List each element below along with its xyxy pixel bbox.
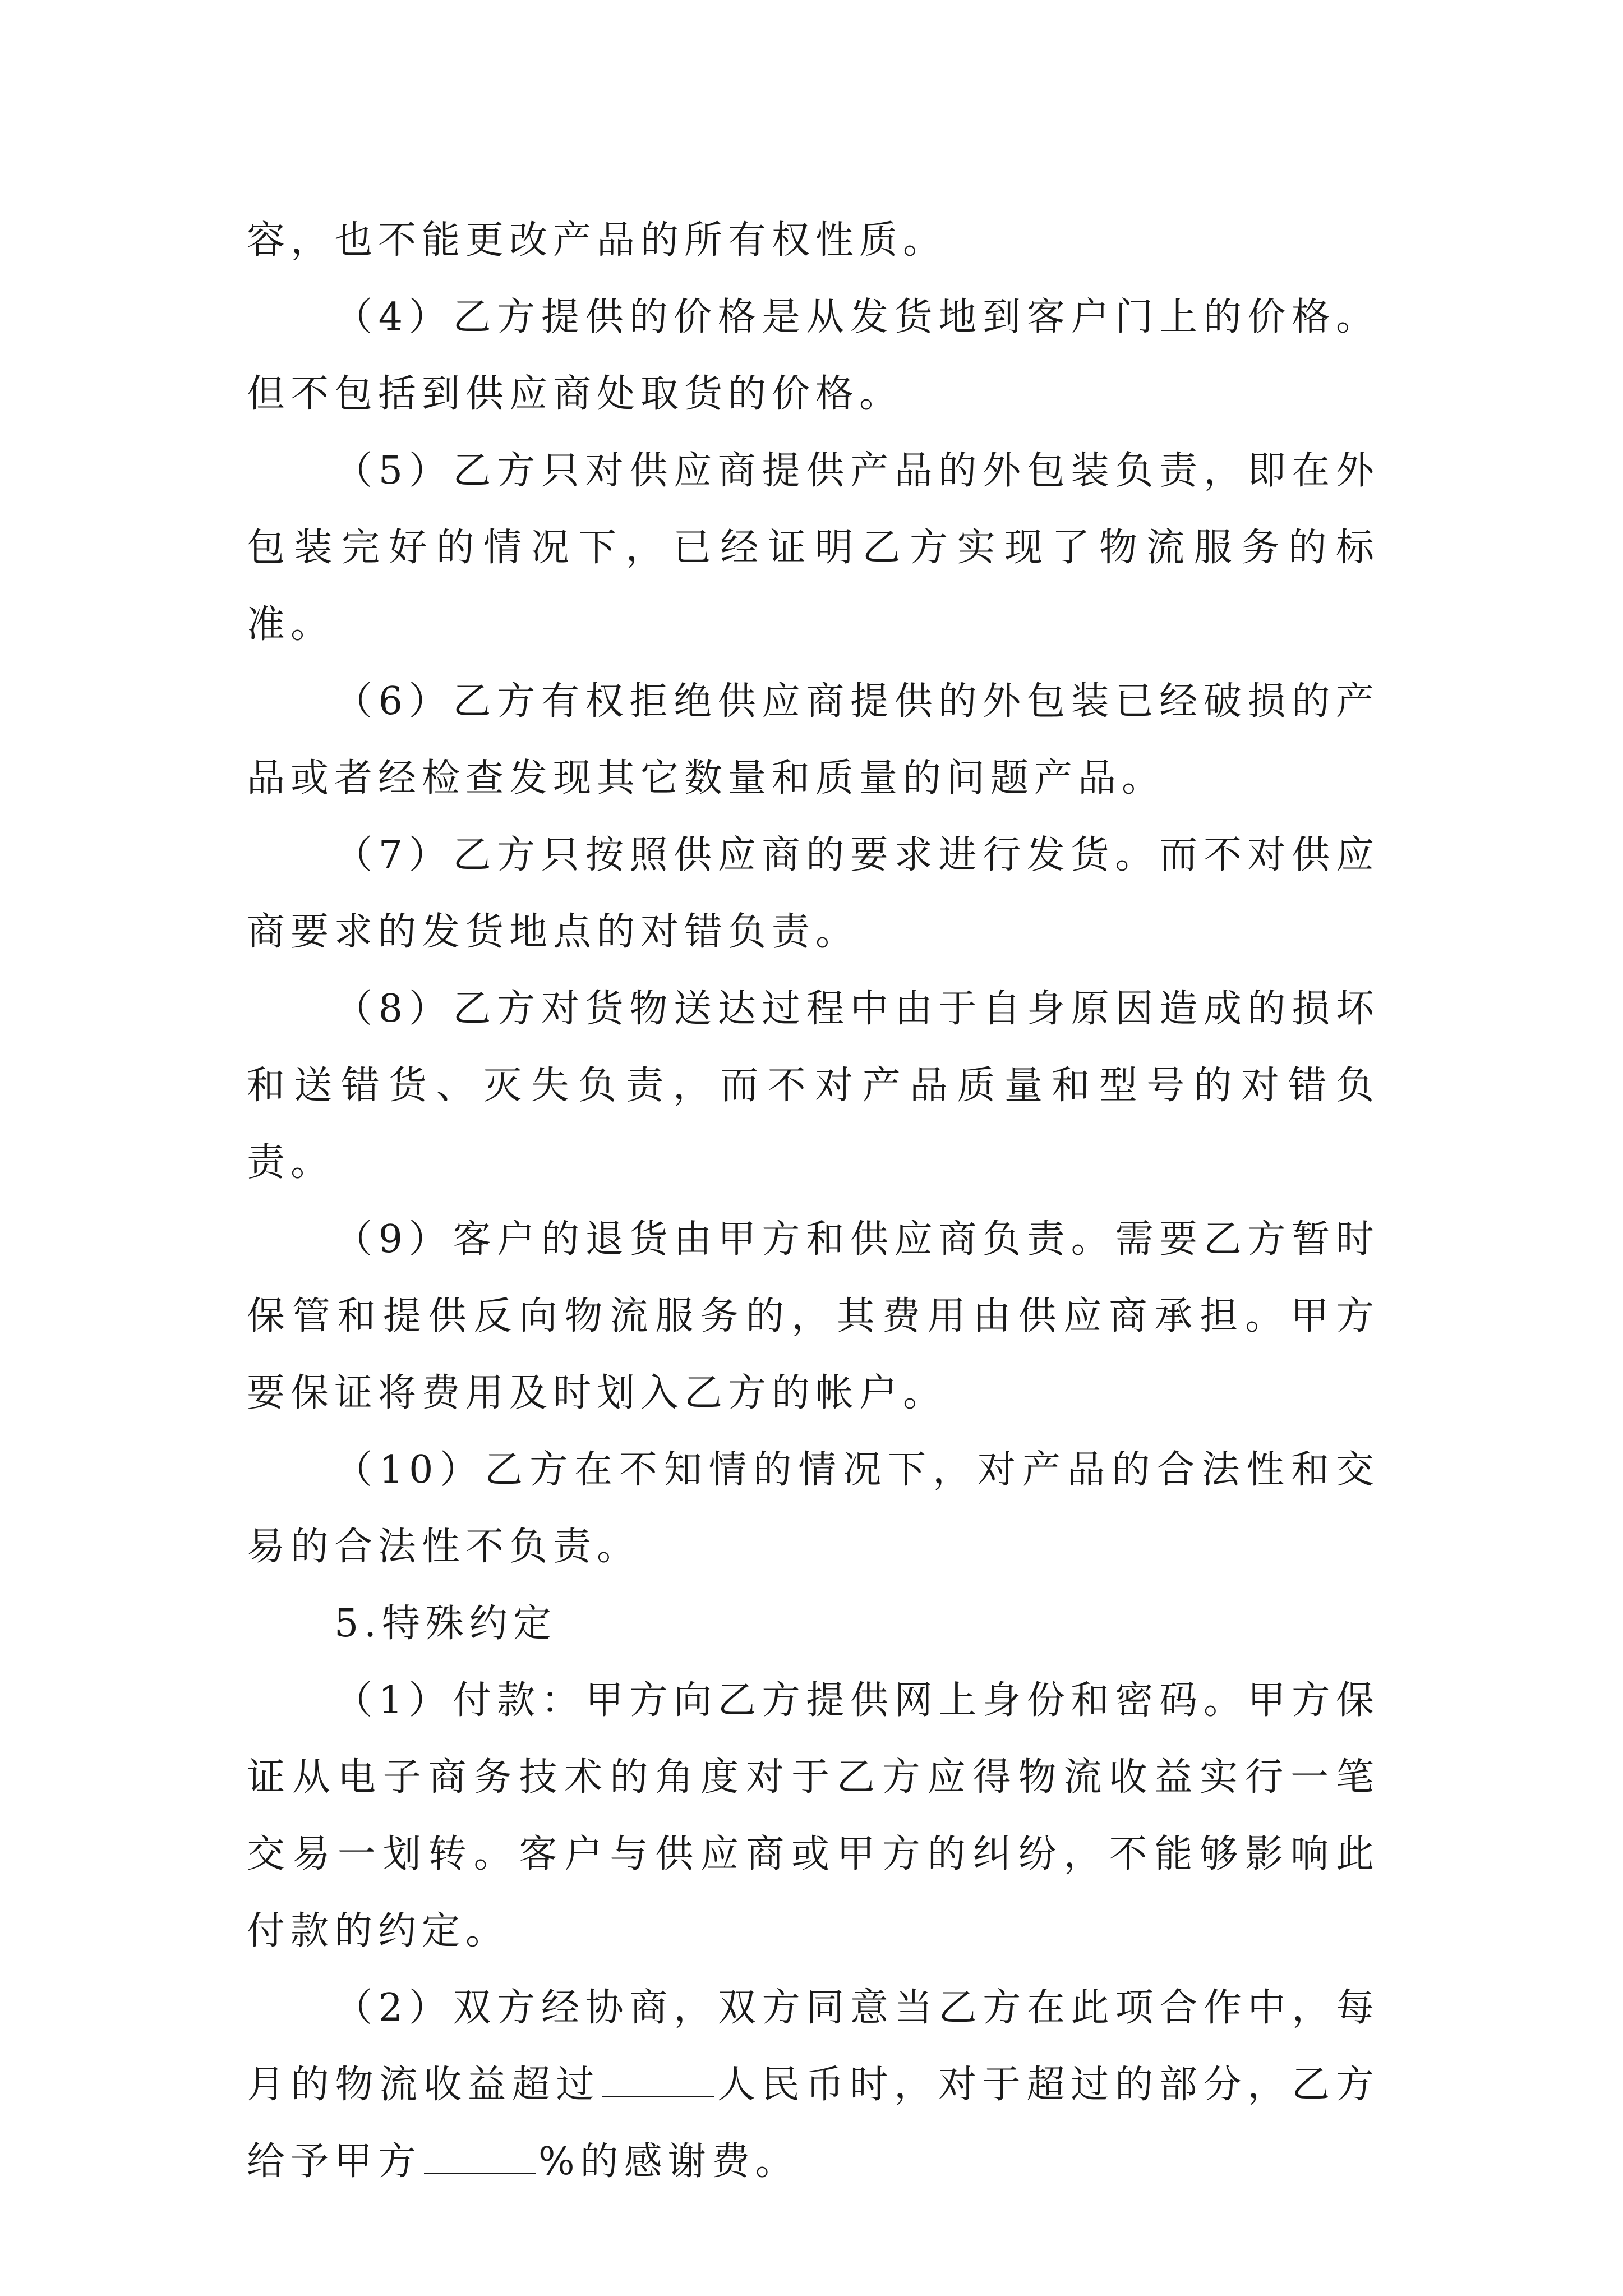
- special-2-text-part2: 人民币时，对于超过的部分，乙方给予甲方: [247, 2063, 1380, 2184]
- paragraph-special-1: （1）付款：甲方向乙方提供网上身份和密码。甲方保证从电子商务技术的角度对于乙方应得物流收益实行一笔交易一划转。客户与供应商或甲方的纠纷，不能够影响此付款的约定。: [247, 1678, 1380, 1953]
- section-heading-special-terms: 5.特殊约定: [334, 1602, 557, 1646]
- document-body: [247, 202, 1380, 2200]
- paragraph-clause-6: （6）乙方有权拒绝供应商提供的外包装已经破损的产品或者经检查发现其它数量和质量的问题产品。: [247, 679, 1380, 800]
- paragraph-clause-10: （10）乙方在不知情的情况下，对产品的合法性和交易的合法性不负责。: [247, 1448, 1380, 1569]
- paragraph-clause-5: （5）乙方只对供应商提供产品的外包装负责，即在外包装完好的情况下，已经证明乙方实现了物流服务的标准。: [247, 449, 1380, 647]
- paragraph-continuation: 容，也不能更改产品的所有权性质。: [247, 218, 947, 263]
- special-2-text-part3: %的感谢费。: [538, 2139, 799, 2184]
- paragraph-clause-9: （9）客户的退货由甲方和供应商负责。需要乙方暂时保管和提供反向物流服务的，其费用由供应商承担。甲方要保证将费用及时划入乙方的帐户。: [247, 1217, 1380, 1415]
- paragraph-clause-7: （7）乙方只按照供应商的要求进行发货。而不对供应商要求的发货地点的对错负责。: [247, 833, 1380, 954]
- amount-blank: [602, 2062, 714, 2097]
- paragraph-clause-4: （4）乙方提供的价格是从发货地到客户门上的价格。但不包括到供应商处取货的价格。: [247, 295, 1380, 416]
- special-2-text-part1: （2）双方经协商，双方同意当乙方在此项合作中，每月的物流收益超过: [247, 1986, 1380, 2107]
- paragraph-clause-8: （8）乙方对货物送达过程中由于自身原因造成的损坏和送错货、灭失负责，而不对产品质量和型号的对错负责。: [247, 987, 1380, 1185]
- percent-blank: [424, 2139, 536, 2174]
- paragraph-special-2: [247, 1970, 1380, 2200]
